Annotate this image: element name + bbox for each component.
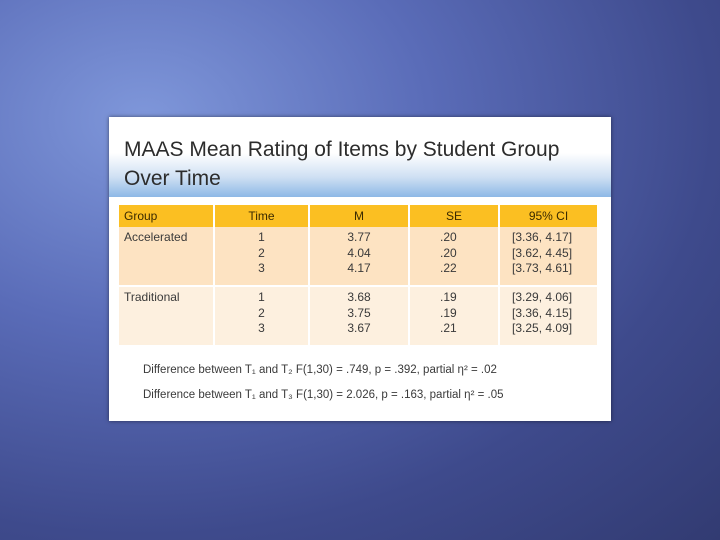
mean-value: 3.67 xyxy=(347,321,371,335)
se-cell xyxy=(409,227,499,286)
mean-value: 3.75 xyxy=(347,305,371,320)
note-t1-t2: Difference between T₁ and T₂ F(1,30) = .749, p = .392, partial η² = .02 xyxy=(143,364,497,376)
time-value: 2 xyxy=(258,305,265,320)
slide-title: MAAS Mean Rating of Items by Student Group Over Time xyxy=(124,138,560,190)
se-value: .19 xyxy=(440,305,457,320)
ci-value: [3.25, 4.09] xyxy=(512,321,573,335)
se-value: .20 xyxy=(440,245,457,260)
time-cell xyxy=(214,227,309,286)
se-value: .21 xyxy=(440,321,457,335)
se-value: .20 xyxy=(440,230,457,244)
group-label: Accelerated xyxy=(124,230,188,244)
time-cell xyxy=(214,286,309,346)
ci-cell xyxy=(499,227,597,286)
mean-value: 3.77 xyxy=(347,230,371,244)
table-header-row xyxy=(119,205,597,227)
stats-table xyxy=(119,205,597,347)
se-value: .22 xyxy=(440,261,457,275)
header-group: Group xyxy=(119,205,214,227)
se-value: .19 xyxy=(440,290,457,304)
header-time: Time xyxy=(214,205,309,227)
group-cell xyxy=(119,286,214,346)
time-value: 1 xyxy=(258,290,265,304)
title-band xyxy=(109,117,611,197)
mean-value: 3.68 xyxy=(347,290,371,304)
time-value: 3 xyxy=(258,261,265,275)
ci-cell xyxy=(499,286,597,346)
time-value: 3 xyxy=(258,321,265,335)
ci-value: [3.29, 4.06] xyxy=(512,290,573,304)
statistics-notes xyxy=(143,360,504,410)
mean-value: 4.04 xyxy=(347,245,371,260)
time-value: 2 xyxy=(258,245,265,260)
ci-value: [3.36, 4.17] xyxy=(512,230,573,244)
mean-cell xyxy=(309,227,409,286)
se-cell xyxy=(409,286,499,346)
table-row xyxy=(119,227,597,286)
ci-value: [3.36, 4.15] xyxy=(512,305,573,320)
mean-value: 4.17 xyxy=(347,261,371,275)
note-t1-t3: Difference between T₁ and T₃ F(1,30) = 2.026, p = .163, partial η² = .05 xyxy=(143,389,504,401)
time-value: 1 xyxy=(258,230,265,244)
ci-value: [3.73, 4.61] xyxy=(512,261,573,275)
group-cell xyxy=(119,227,214,286)
header-se: SE xyxy=(409,205,499,227)
header-m: M xyxy=(309,205,409,227)
header-ci: 95% CI xyxy=(499,205,597,227)
ci-value: [3.62, 4.45] xyxy=(512,245,573,260)
table-row xyxy=(119,286,597,346)
slide-card xyxy=(109,117,611,421)
mean-cell xyxy=(309,286,409,346)
group-label: Traditional xyxy=(124,290,180,304)
